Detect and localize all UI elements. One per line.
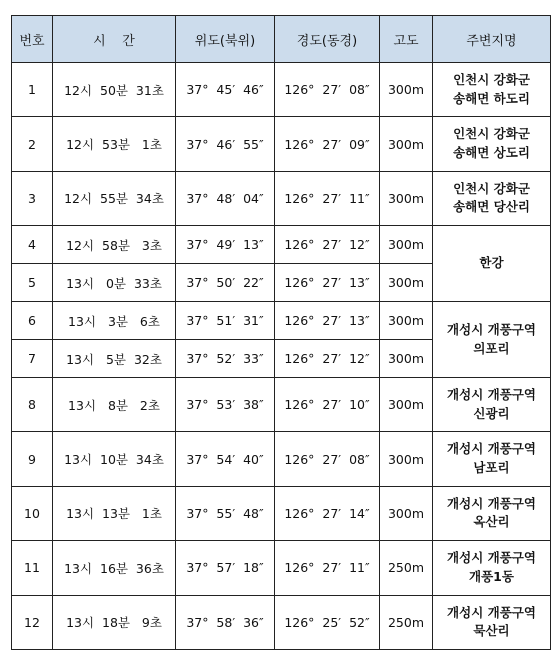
cell-no: 5 — [12, 264, 53, 302]
header-altitude: 고도 — [380, 16, 433, 63]
place-line: 의포리 — [473, 340, 510, 356]
place-line: 송해면 당산리 — [453, 199, 530, 215]
cell-no: 10 — [12, 486, 53, 540]
cell-place — [433, 302, 551, 378]
cell-place — [433, 541, 551, 595]
cell-longitude: 126° 27′ 12″ — [275, 226, 380, 264]
place-line: 송해면 하도리 — [453, 90, 530, 106]
cell-longitude: 126° 27′ 08″ — [275, 63, 380, 117]
cell-latitude: 37° 48′ 04″ — [176, 171, 275, 225]
cell-longitude: 126° 27′ 10″ — [275, 378, 380, 432]
cell-longitude: 126° 27′ 11″ — [275, 171, 380, 225]
cell-place — [433, 117, 551, 171]
cell-time: 13시 5분 32초 — [53, 340, 176, 378]
cell-no: 9 — [12, 432, 53, 486]
cell-longitude: 126° 27′ 14″ — [275, 486, 380, 540]
place-line: 한강 — [479, 255, 504, 271]
place-line: 개성시 개풍구역 — [447, 495, 536, 511]
cell-latitude: 37° 54′ 40″ — [176, 432, 275, 486]
coordinate-table — [11, 15, 551, 650]
table-row — [12, 378, 551, 432]
table-row — [12, 117, 551, 171]
cell-altitude: 300m — [380, 302, 433, 340]
cell-latitude: 37° 51′ 31″ — [176, 302, 275, 340]
cell-latitude: 37° 45′ 46″ — [176, 63, 275, 117]
cell-altitude: 250m — [380, 541, 433, 595]
cell-longitude: 126° 27′ 08″ — [275, 432, 380, 486]
cell-latitude: 37° 55′ 48″ — [176, 486, 275, 540]
place-line: 인천시 강화군 — [453, 180, 530, 196]
cell-altitude: 300m — [380, 432, 433, 486]
header-time: 시 간 — [53, 16, 176, 63]
place-line: 인천시 강화군 — [453, 126, 530, 142]
cell-latitude: 37° 58′ 36″ — [176, 595, 275, 650]
cell-no: 1 — [12, 63, 53, 117]
header-no: 번호 — [12, 16, 53, 63]
table-row — [12, 302, 551, 340]
place-line: 개성시 개풍구역 — [447, 386, 536, 402]
table-row — [12, 63, 551, 117]
cell-time: 12시 50분 31초 — [53, 63, 176, 117]
cell-no: 6 — [12, 302, 53, 340]
cell-altitude: 300m — [380, 264, 433, 302]
cell-time: 13시 0분 33초 — [53, 264, 176, 302]
place-line: 인천시 강화군 — [453, 71, 530, 87]
cell-longitude: 126° 25′ 52″ — [275, 595, 380, 650]
place-line: 묵산리 — [473, 623, 510, 639]
place-line: 신광리 — [473, 405, 510, 421]
cell-time: 12시 53분 1초 — [53, 117, 176, 171]
cell-no: 3 — [12, 171, 53, 225]
place-line: 옥산리 — [473, 514, 510, 530]
header-longitude: 경도(동경) — [275, 16, 380, 63]
cell-time: 13시 3분 6초 — [53, 302, 176, 340]
table-row — [12, 595, 551, 650]
cell-latitude: 37° 49′ 13″ — [176, 226, 275, 264]
cell-place — [433, 63, 551, 117]
cell-latitude: 37° 57′ 18″ — [176, 541, 275, 595]
cell-place — [433, 226, 551, 302]
cell-altitude: 300m — [380, 117, 433, 171]
cell-altitude: 300m — [380, 171, 433, 225]
place-line: 송해면 상도리 — [453, 145, 530, 161]
cell-time: 13시 13분 1초 — [53, 486, 176, 540]
header-row — [12, 16, 551, 63]
cell-altitude: 300m — [380, 486, 433, 540]
table-row — [12, 541, 551, 595]
table-row — [12, 486, 551, 540]
cell-altitude: 300m — [380, 226, 433, 264]
table-row — [12, 432, 551, 486]
cell-place — [433, 432, 551, 486]
cell-no: 7 — [12, 340, 53, 378]
cell-time: 12시 55분 34초 — [53, 171, 176, 225]
cell-longitude: 126° 27′ 11″ — [275, 541, 380, 595]
place-line: 개성시 개풍구역 — [447, 441, 536, 457]
place-line: 남포리 — [473, 460, 510, 476]
header-latitude: 위도(북위) — [176, 16, 275, 63]
header-place: 주변지명 — [433, 16, 551, 63]
cell-no: 11 — [12, 541, 53, 595]
cell-altitude: 300m — [380, 340, 433, 378]
cell-latitude: 37° 53′ 38″ — [176, 378, 275, 432]
table-row — [12, 226, 551, 264]
cell-time: 13시 8분 2초 — [53, 378, 176, 432]
cell-time: 13시 18분 9초 — [53, 595, 176, 650]
cell-latitude: 37° 50′ 22″ — [176, 264, 275, 302]
cell-place — [433, 378, 551, 432]
cell-latitude: 37° 46′ 55″ — [176, 117, 275, 171]
cell-altitude: 300m — [380, 378, 433, 432]
cell-place — [433, 486, 551, 540]
cell-no: 8 — [12, 378, 53, 432]
cell-longitude: 126° 27′ 09″ — [275, 117, 380, 171]
coordinate-table-frame — [11, 15, 550, 650]
table-body — [12, 63, 551, 650]
cell-time: 13시 16분 36초 — [53, 541, 176, 595]
place-line: 개성시 개풍구역 — [447, 550, 536, 566]
cell-longitude: 126° 27′ 13″ — [275, 302, 380, 340]
cell-place — [433, 171, 551, 225]
place-line: 개성시 개풍구역 — [447, 604, 536, 620]
table-row — [12, 171, 551, 225]
place-line: 개성시 개풍구역 — [447, 321, 536, 337]
cell-no: 2 — [12, 117, 53, 171]
cell-place — [433, 595, 551, 650]
cell-latitude: 37° 52′ 33″ — [176, 340, 275, 378]
place-line: 개풍1동 — [469, 568, 514, 584]
cell-altitude: 250m — [380, 595, 433, 650]
cell-time: 12시 58분 3초 — [53, 226, 176, 264]
cell-longitude: 126° 27′ 12″ — [275, 340, 380, 378]
cell-time: 13시 10분 34초 — [53, 432, 176, 486]
cell-altitude: 300m — [380, 63, 433, 117]
cell-longitude: 126° 27′ 13″ — [275, 264, 380, 302]
cell-no: 4 — [12, 226, 53, 264]
cell-no: 12 — [12, 595, 53, 650]
